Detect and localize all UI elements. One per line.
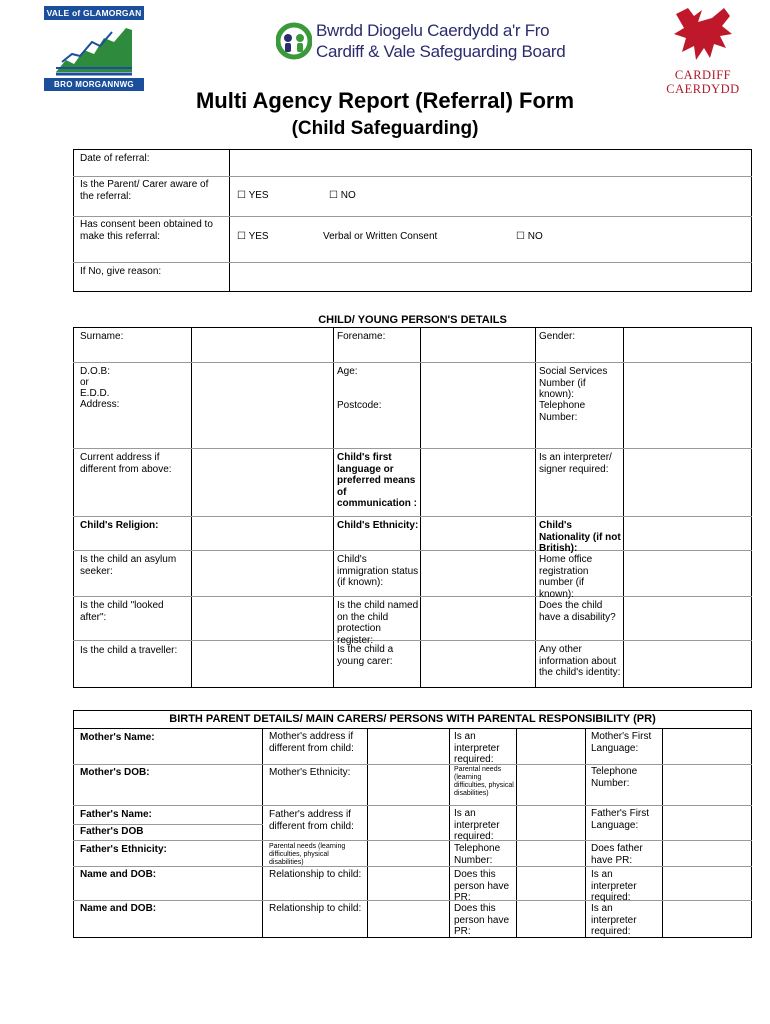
home-office-number-field[interactable] [626, 552, 750, 595]
parent-aware-label: Is the Parent/ Carer aware of the referral: [80, 179, 209, 202]
mother-interpreter-field[interactable] [518, 730, 583, 763]
mother-ethnicity-label: Mother's Ethnicity: [269, 767, 351, 778]
social-services-number-label: Social Services Number (if known): [539, 366, 608, 400]
looked-after-label: Is the child "looked after": [80, 600, 164, 623]
child-row-divider [73, 550, 752, 551]
immigration-status-field[interactable] [423, 552, 533, 595]
other-person-1-pr-field[interactable] [518, 868, 583, 899]
ss-number-telephone-field[interactable] [626, 364, 750, 446]
nationality-label: Child's Nationality (if not British): [539, 520, 621, 554]
other-person-1-pr-label: Does this person have PR: [454, 869, 510, 903]
looked-after-field[interactable] [194, 598, 330, 639]
postcode-label: Postcode: [337, 400, 382, 411]
mother-dob-label: Mother's DOB: [80, 767, 150, 778]
welsh-dragon-icon [668, 4, 738, 66]
other-person-1-relationship-label: Relationship to child: [269, 869, 362, 880]
safeguarding-board-text [316, 20, 565, 62]
father-first-language-field[interactable] [664, 807, 750, 839]
father-name-label: Father's Name: [80, 809, 152, 820]
child-column-divider [420, 327, 421, 688]
referral-row-divider [73, 262, 752, 263]
father-interpreter-field[interactable] [518, 807, 583, 839]
first-language-label: Child's first language or preferred means of communication : [337, 452, 418, 509]
father-ethnicity-field[interactable] [178, 842, 260, 865]
nationality-field[interactable] [626, 518, 750, 549]
no-consent-reason-field[interactable] [232, 264, 748, 290]
vale-logo-top-text: VALE of GLAMORGAN [44, 6, 144, 20]
board-welsh-name: Bwrdd Diogelu Caerdydd a'r Fro [316, 21, 550, 40]
other-person-1-name-dob-field[interactable] [165, 868, 260, 899]
other-person-2-relationship-field[interactable] [369, 902, 447, 936]
page-title: Multi Agency Report (Referral) Form [195, 88, 575, 113]
safeguarding-board-logo [276, 18, 566, 68]
consent-obtained-label: Has consent been obtained to make this referral: [80, 219, 213, 242]
disability-label: Does the child have a disability? [539, 600, 616, 623]
parent-column-divider [449, 728, 450, 938]
other-person-1-name-dob-label: Name and DOB: [80, 869, 157, 880]
dob-address-field[interactable] [194, 364, 330, 446]
forename-field[interactable] [423, 329, 533, 361]
consent-yes-checkbox[interactable]: ☐ YES [237, 231, 269, 242]
father-address-label: Father's address if different from child: [269, 809, 354, 832]
mother-name-label: Mother's Name: [80, 732, 155, 743]
ethnicity-field[interactable] [423, 518, 533, 549]
edd-label: E.D.D. [80, 388, 110, 399]
consent-type-label: Verbal or Written Consent [323, 231, 438, 242]
young-carer-field[interactable] [423, 642, 533, 686]
interpreter-signer-field[interactable] [626, 450, 750, 514]
interpreter-signer-label: Is an interpreter/ signer required: [539, 452, 612, 475]
other-person-2-name-dob-label: Name and DOB: [80, 903, 157, 914]
other-person-1-interpreter-label: Is an interpreter required: [591, 869, 637, 903]
mother-first-language-label: Mother's First Language: [591, 731, 652, 754]
forename-label: Forename: [337, 331, 386, 342]
father-first-language-label: Father's First Language: [591, 808, 650, 831]
child-row-divider [73, 448, 752, 449]
mother-parental-needs-field[interactable] [518, 766, 583, 804]
parent-aware-yes-checkbox[interactable]: ☐ YES [237, 190, 269, 201]
mother-name-field[interactable] [158, 730, 260, 763]
father-telephone-label: Telephone Number: [454, 843, 501, 866]
parent-heading-divider [73, 728, 752, 729]
child-row-divider [73, 516, 752, 517]
parent-row-divider [73, 866, 752, 867]
cardiff-logo-welsh: CAERDYDD [666, 82, 740, 96]
parent-column-divider [367, 728, 368, 938]
other-person-1-interpreter-field[interactable] [664, 868, 750, 899]
safeguarding-board-emblem [276, 18, 312, 64]
gender-field[interactable] [626, 329, 750, 361]
surname-field[interactable] [194, 329, 330, 361]
other-person-2-relationship-label: Relationship to child: [269, 903, 362, 914]
mother-parental-needs-label: Parental needs (learning difficulties, physical disabilities) [454, 766, 514, 797]
other-identity-info-field[interactable] [626, 642, 750, 686]
father-pr-label: Does father have PR: [591, 843, 643, 866]
parent-column-divider [516, 728, 517, 938]
father-parental-needs-field[interactable] [369, 842, 447, 865]
home-office-number-label: Home office registration number (if known): [539, 554, 593, 600]
protection-register-label: Is the child named on the child protection register: [337, 600, 419, 646]
mother-dob-field[interactable] [158, 766, 260, 804]
other-person-1-relationship-field[interactable] [369, 868, 447, 899]
traveller-field[interactable] [194, 642, 330, 686]
other-person-2-interpreter-field[interactable] [664, 902, 750, 936]
religion-field[interactable] [194, 518, 330, 549]
mother-address-label: Mother's address if different from child: [269, 731, 354, 754]
mother-interpreter-label: Is an interpreter required: [454, 731, 500, 765]
vale-logo-emblem [52, 20, 136, 78]
address-label: Address: [80, 399, 120, 410]
parent-row-divider [73, 805, 752, 806]
child-column-divider [535, 327, 536, 688]
father-interpreter-label: Is an interpreter required: [454, 808, 500, 842]
first-language-field[interactable] [423, 450, 533, 514]
father-telephone-field[interactable] [518, 842, 583, 865]
gender-label: Gender: [539, 331, 576, 342]
date-of-referral-field[interactable] [232, 151, 748, 175]
other-person-2-pr-label: Does this person have PR: [454, 903, 510, 937]
page-subtitle: (Child Safeguarding) [291, 118, 479, 139]
child-details-heading: CHILD/ YOUNG PERSON'S DETAILS [318, 314, 507, 326]
dob-label: D.O.B: [80, 366, 111, 377]
child-row-divider [73, 362, 752, 363]
father-address-field[interactable] [369, 807, 447, 839]
board-english-name: Cardiff & Vale Safeguarding Board [316, 42, 566, 61]
parent-column-divider [585, 728, 586, 938]
traveller-label: Is the child a traveller: [80, 645, 178, 656]
religion-label: Child's Religion: [80, 520, 159, 531]
mother-telephone-field[interactable] [664, 766, 750, 804]
disability-field[interactable] [626, 598, 750, 639]
father-parental-needs-label: Parental needs (learning difficulties, physical disabilities) [269, 843, 346, 866]
father-dob-field[interactable] [158, 825, 260, 839]
date-of-referral-label: Date of referral: [80, 153, 150, 164]
immigration-status-label: Child's immigration status (if known): [337, 554, 419, 588]
referral-row-divider [73, 176, 752, 177]
child-column-divider [333, 327, 334, 688]
parent-column-divider [662, 728, 663, 938]
mother-address-field[interactable] [369, 730, 447, 763]
asylum-seeker-label: Is the child an asylum seeker: [80, 554, 177, 577]
age-label: Age: [337, 366, 358, 377]
cardiff-logo-english: CARDIFF [674, 68, 732, 82]
father-name-field[interactable] [158, 807, 260, 823]
other-person-2-pr-field[interactable] [518, 902, 583, 936]
parent-details-heading: BIRTH PARENT DETAILS/ MAIN CARERS/ PERSONS WITH PARENTAL RESPONSIBILITY (PR) [169, 713, 656, 725]
child-row-divider [73, 596, 752, 597]
dob-or-label: or [80, 377, 89, 388]
parent-aware-no-checkbox[interactable]: ☐ NO [329, 190, 356, 201]
father-dob-label: Father's DOB [80, 826, 144, 837]
other-person-2-interpreter-label: Is an interpreter required: [591, 903, 637, 937]
consent-no-checkbox[interactable]: ☐ NO [516, 231, 543, 242]
other-person-2-name-dob-field[interactable] [165, 902, 260, 936]
surname-label: Surname: [80, 331, 124, 342]
mother-first-language-field[interactable] [664, 730, 750, 763]
parent-column-divider [262, 728, 263, 938]
mother-ethnicity-field[interactable] [369, 766, 447, 804]
current-address-label: Current address if different from above: [80, 452, 172, 475]
father-pr-field[interactable] [664, 842, 750, 865]
asylum-seeker-field[interactable] [194, 552, 330, 595]
other-identity-info-label: Any other information about the child's identity: [539, 644, 621, 678]
parent-row-divider [73, 764, 752, 765]
age-postcode-field[interactable] [423, 364, 533, 446]
child-column-divider [623, 327, 624, 688]
ethnicity-label: Child's Ethnicity: [337, 520, 419, 531]
child-column-divider [191, 327, 192, 688]
child-telephone-label: Telephone Number: [539, 400, 586, 423]
no-consent-reason-label: If No, give reason: [80, 266, 162, 277]
mother-telephone-label: Telephone Number: [591, 766, 638, 789]
referral-row-divider [73, 216, 752, 217]
vale-logo-bottom-text: BRO MORGANNWG [44, 78, 144, 91]
parent-row-divider [73, 840, 752, 841]
father-ethnicity-label: Father's Ethnicity: [80, 844, 167, 855]
current-address-field[interactable] [194, 450, 330, 514]
referral-column-divider [229, 149, 230, 292]
protection-register-field[interactable] [423, 598, 533, 639]
young-carer-label: Is the child a young carer: [337, 644, 394, 667]
vale-of-glamorgan-logo [44, 6, 144, 94]
